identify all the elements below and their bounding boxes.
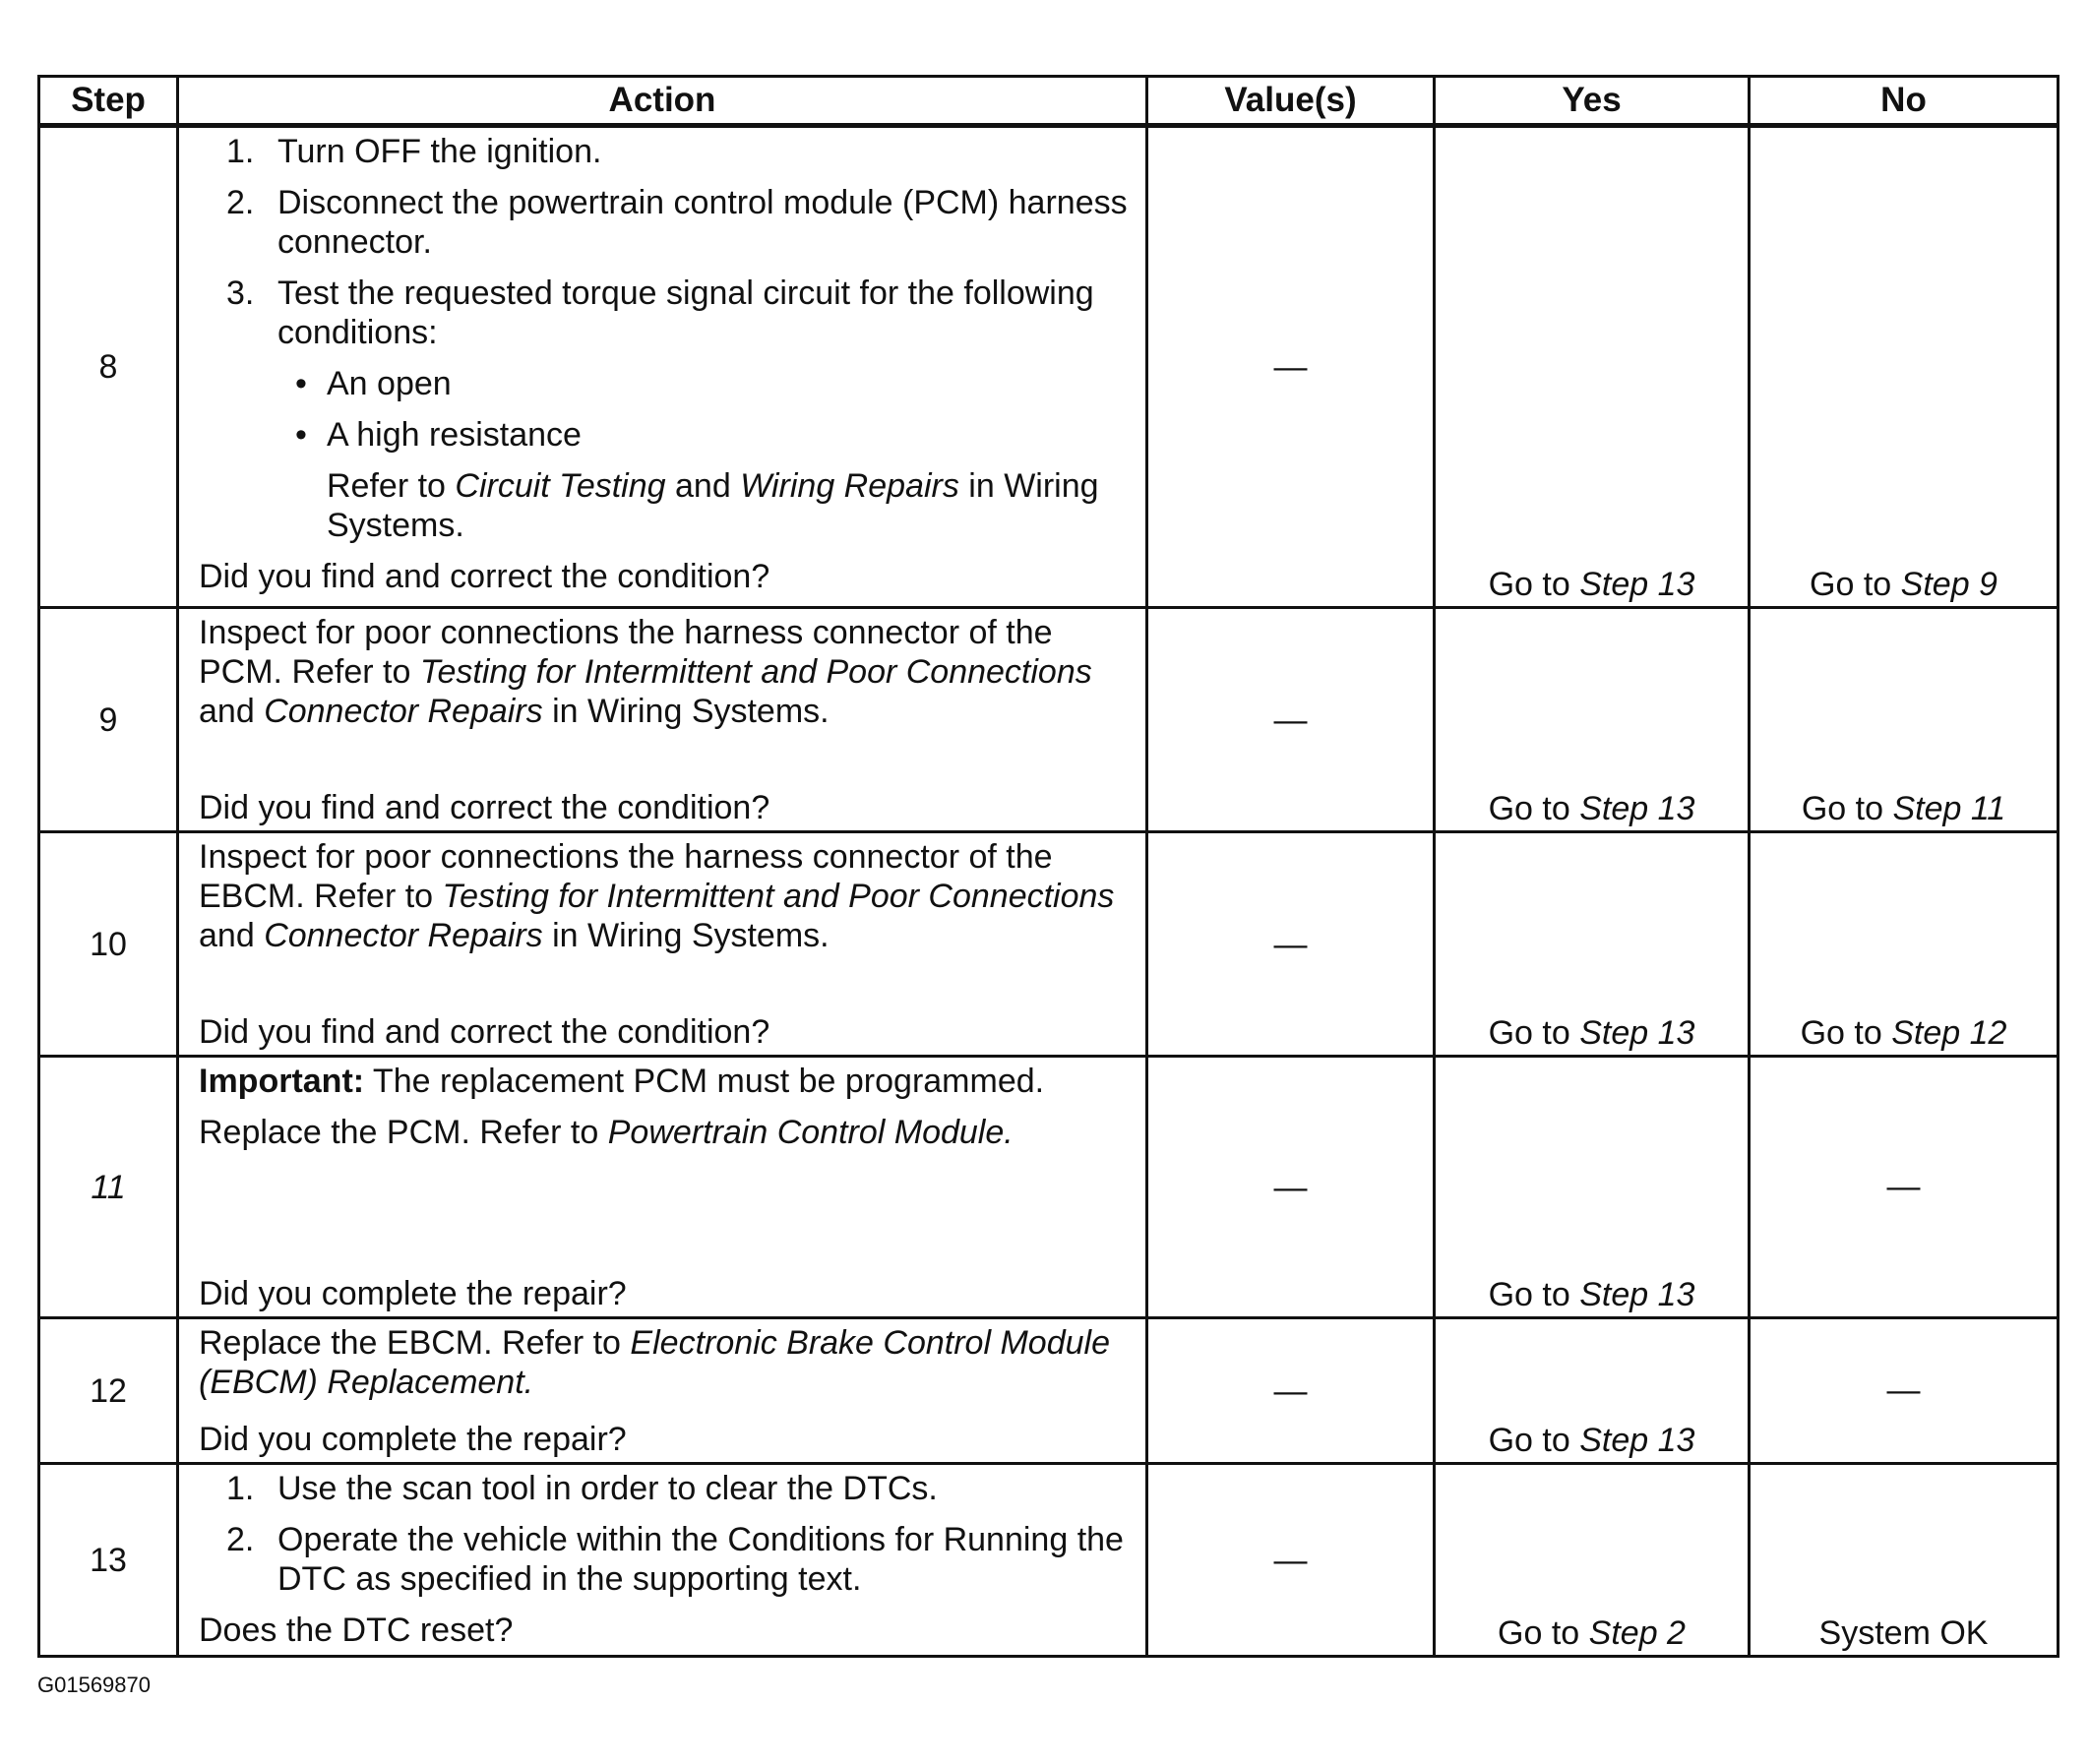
question-text: Did you find and correct the condition? — [199, 1013, 770, 1051]
no-cell: System OK — [1750, 1464, 2059, 1657]
no-cell: — — [1750, 1318, 2059, 1464]
table-row-step-13 — [39, 1464, 2059, 1657]
header-action: Action — [178, 77, 1147, 126]
action-text: Replace the EBCM. Refer to Electronic Brake Control Module (EBCM) Replacement. — [199, 1324, 1110, 1401]
yes-cell: Go to Step 2 — [1435, 1464, 1750, 1657]
table-row-step-9 — [39, 608, 2059, 832]
yes-cell: Go to Step 13 — [1435, 832, 1750, 1057]
bullet-list — [199, 364, 1132, 455]
action-text: Replace the PCM. Refer to Powertrain Control Module. — [199, 1114, 1014, 1151]
table-row-step-11 — [39, 1057, 2059, 1318]
action-text: Inspect for poor connections the harness connector of the PCM. Refer to Testing for Intermittent and Poor Connections and Connector Repairs in Wiring Systems. — [199, 614, 1092, 730]
action-cell — [178, 126, 1147, 608]
step-number: 11 — [39, 1057, 178, 1318]
action-cell — [178, 1464, 1147, 1657]
important-note: Important: The replacement PCM must be programmed. — [199, 1063, 1045, 1100]
step-number: 12 — [39, 1318, 178, 1464]
no-cell: Go to Step 11 — [1750, 608, 2059, 832]
action-cell — [178, 608, 1147, 832]
list-item: • A high resistance — [295, 416, 582, 454]
step-number: 13 — [39, 1464, 178, 1657]
question-text: Did you complete the repair? — [199, 1421, 627, 1458]
list-item: 2. Operate the vehicle within the Conditions for Running the DTC as specified in the supporting text. — [226, 1521, 1124, 1598]
table-row-step-8 — [39, 126, 2059, 608]
list-item: • An open — [295, 365, 452, 402]
header-yes: Yes — [1435, 77, 1750, 126]
no-cell: Go to Step 9 — [1750, 126, 2059, 608]
header-row — [39, 77, 2059, 126]
list-item: 1. Turn OFF the ignition. — [226, 133, 602, 170]
list-item: 2. Disconnect the powertrain control module (PCM) harness connector. — [226, 184, 1128, 261]
question-text: Did you complete the repair? — [199, 1275, 627, 1312]
diagnostic-table — [37, 75, 2059, 1658]
action-cell — [178, 832, 1147, 1057]
no-cell: Go to Step 12 — [1750, 832, 2059, 1057]
question-text: Did you find and correct the condition? — [199, 789, 770, 826]
yes-cell: Go to Step 13 — [1435, 126, 1750, 608]
yes-cell: Go to Step 13 — [1435, 1318, 1750, 1464]
step-number: 9 — [39, 608, 178, 832]
header-step: Step — [39, 77, 178, 126]
action-cell — [178, 1318, 1147, 1464]
value-cell: — — [1147, 1057, 1435, 1318]
reference-text: Refer to Circuit Testing and Wiring Repairs in Wiring Systems. — [327, 467, 1099, 544]
value-cell: — — [1147, 1464, 1435, 1657]
table-row-step-12 — [39, 1318, 2059, 1464]
no-cell: — — [1750, 1057, 2059, 1318]
list-item: 3. Test the requested torque signal circuit for the following conditions: — [226, 274, 1094, 351]
step-number: 10 — [39, 832, 178, 1057]
list-item: 1. Use the scan tool in order to clear the DTCs. — [226, 1470, 938, 1507]
action-cell — [178, 1057, 1147, 1318]
yes-cell: Go to Step 13 — [1435, 1057, 1750, 1318]
header-no: No — [1750, 77, 2059, 126]
step-number: 8 — [39, 126, 178, 608]
question-text: Does the DTC reset? — [199, 1612, 514, 1649]
table-row-step-10 — [39, 832, 2059, 1057]
action-text: Inspect for poor connections the harness connector of the EBCM. Refer to Testing for Intermittent and Poor Connections and Connector Repairs in Wiring Systems. — [199, 838, 1115, 954]
yes-cell: Go to Step 13 — [1435, 608, 1750, 832]
value-cell: — — [1147, 1318, 1435, 1464]
value-cell: — — [1147, 126, 1435, 608]
value-cell: — — [1147, 832, 1435, 1057]
numbered-list — [199, 1469, 1132, 1599]
value-cell: — — [1147, 608, 1435, 832]
figure-id: G01569870 — [37, 1673, 151, 1697]
numbered-list — [199, 132, 1132, 352]
header-values: Value(s) — [1147, 77, 1435, 126]
question-text: Did you find and correct the condition? — [199, 558, 770, 595]
